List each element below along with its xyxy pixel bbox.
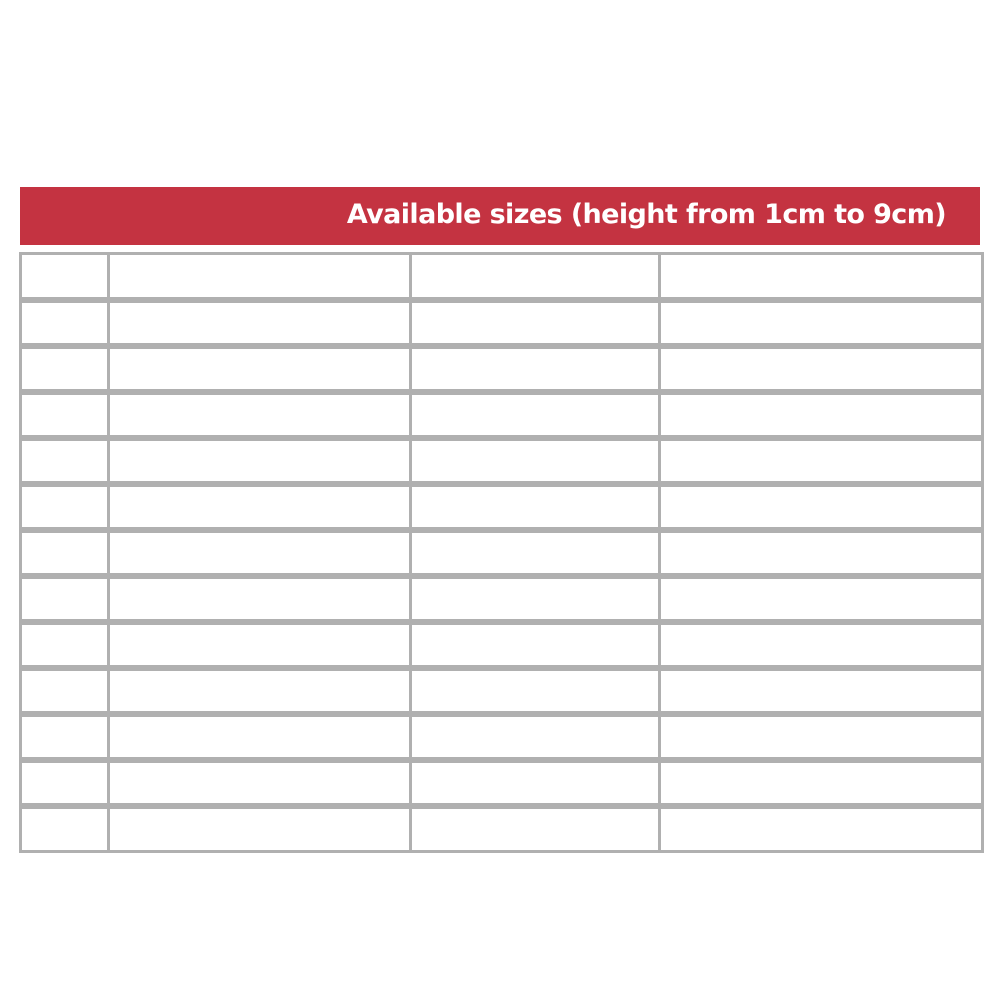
table-cell-col-2 xyxy=(109,392,411,438)
table-row xyxy=(21,300,983,346)
table-row xyxy=(21,622,983,668)
table-cell-col-2 xyxy=(109,622,411,668)
table-cell-col-1 xyxy=(21,668,109,714)
table-cell-col-2 xyxy=(109,300,411,346)
table-cell-col-1 xyxy=(21,530,109,576)
table-cell-col-2 xyxy=(109,346,411,392)
table-cell-col-4 xyxy=(660,300,983,346)
table-cell-col-2 xyxy=(109,530,411,576)
table-cell-col-4 xyxy=(660,576,983,622)
table-row xyxy=(21,760,983,806)
table-cell-col-3 xyxy=(411,668,660,714)
table-cell-col-4 xyxy=(660,668,983,714)
table-cell-col-1 xyxy=(21,300,109,346)
table-cell-col-3 xyxy=(411,714,660,760)
table-cell-col-1 xyxy=(21,254,109,300)
table-row xyxy=(21,392,983,438)
table-cell-col-4 xyxy=(660,346,983,392)
table-cell-col-3 xyxy=(411,438,660,484)
table-cell-col-1 xyxy=(21,714,109,760)
table-cell-col-1 xyxy=(21,760,109,806)
table-row xyxy=(21,254,983,300)
table-cell-col-1 xyxy=(21,576,109,622)
table-cell-col-1 xyxy=(21,806,109,852)
table-cell-col-3 xyxy=(411,806,660,852)
table-cell-col-3 xyxy=(411,346,660,392)
table-row xyxy=(21,576,983,622)
table-row xyxy=(21,346,983,392)
table-cell-col-2 xyxy=(109,714,411,760)
table-row xyxy=(21,438,983,484)
table-cell-col-3 xyxy=(411,622,660,668)
table-cell-col-3 xyxy=(411,484,660,530)
header-bar xyxy=(20,187,980,245)
table-cell-col-4 xyxy=(660,530,983,576)
table-cell-col-1 xyxy=(21,484,109,530)
table-cell-col-3 xyxy=(411,760,660,806)
table-row xyxy=(21,714,983,760)
table-cell-col-1 xyxy=(21,392,109,438)
table-cell-col-4 xyxy=(660,760,983,806)
table-row xyxy=(21,530,983,576)
table-cell-col-1 xyxy=(21,438,109,484)
table-row xyxy=(21,806,983,852)
table-cell-col-2 xyxy=(109,668,411,714)
table-row xyxy=(21,668,983,714)
sizes-table-body xyxy=(21,254,983,852)
table-cell-col-1 xyxy=(21,346,109,392)
table-cell-col-2 xyxy=(109,484,411,530)
table-cell-col-2 xyxy=(109,806,411,852)
table-cell-col-2 xyxy=(109,760,411,806)
table-row xyxy=(21,484,983,530)
header-title: Available sizes (height from 1cm to 9cm) xyxy=(346,198,946,230)
table-cell-col-3 xyxy=(411,576,660,622)
table-cell-col-2 xyxy=(109,254,411,300)
table-cell-col-3 xyxy=(411,254,660,300)
table-cell-col-3 xyxy=(411,300,660,346)
table-cell-col-2 xyxy=(109,576,411,622)
table-cell-col-3 xyxy=(411,392,660,438)
table-cell-col-4 xyxy=(660,484,983,530)
sizes-table xyxy=(19,252,984,853)
table-cell-col-4 xyxy=(660,806,983,852)
table-cell-col-4 xyxy=(660,714,983,760)
table-cell-col-2 xyxy=(109,438,411,484)
table-cell-col-1 xyxy=(21,622,109,668)
table-cell-col-4 xyxy=(660,254,983,300)
table-cell-col-4 xyxy=(660,392,983,438)
table-cell-col-4 xyxy=(660,622,983,668)
table-cell-col-4 xyxy=(660,438,983,484)
table-cell-col-3 xyxy=(411,530,660,576)
